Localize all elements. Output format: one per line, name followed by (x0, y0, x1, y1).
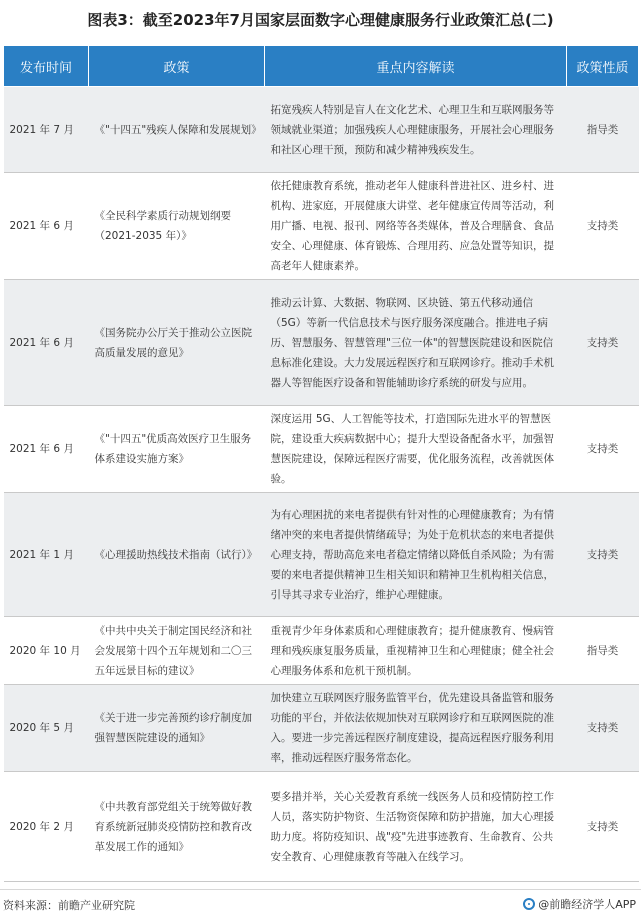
row-date: 2020 年 2 月 (4, 772, 89, 882)
qianzhan-logo-icon (523, 898, 535, 910)
header-date: 发布时间 (4, 46, 89, 87)
row-policy: 《国务院办公厅关于推动公立医院高质量发展的意见》 (89, 280, 265, 406)
table-row (4, 617, 639, 685)
row-points: 为有心理困扰的来电者提供有针对性的心理健康教育；为有情绪冲突的来电者提供情绪疏导；为处于危机状态的来电者提供心理支持，帮助高危来电者稳定情绪以降低自杀风险；为有需要的来电者提供精神卫生相关知识和精神卫生机构相关信息，引导其寻求专业治疗，维护心理健康。 (265, 493, 567, 617)
footer-divider (0, 889, 641, 890)
row-date: 2021 年 6 月 (4, 406, 89, 493)
row-policy: 《"十四五"残疾人保障和发展规划》 (89, 87, 265, 173)
header-policy: 政策 (89, 46, 265, 87)
header-points: 重点内容解读 (265, 46, 567, 87)
row-policy: 《中共中央关于制定国民经济和社会发展第十四个五年规划和二〇三五年远景目标的建议》 (89, 617, 265, 685)
row-date: 2020 年 5 月 (4, 685, 89, 772)
brand-credit (523, 896, 636, 912)
row-type: 指导类 (567, 617, 639, 685)
chart-title: 图表3：截至2023年7月国家层面数字心理健康服务行业政策汇总(二) (87, 10, 554, 29)
row-points: 要多措并举，关心关爱教育系统一线医务人员和疫情防控工作人员，落实防护物资、生活物资保障和防护措施，加大心理援助力度。将防疫知识、战"疫"先进事迹教育、生命教育、公共安全教育、心理健康教育等融入在线学习。 (265, 772, 567, 882)
row-points: 依托健康教育系统，推动老年人健康科普进社区、进乡村、进机构、进家庭，开展健康大讲堂、老年健康宣传周等活动，利用广播、电视、报刊、网络等各类媒体，普及合理膳食、食品安全、心理健康、体育锻炼、合理用药、应急处置等知识，提高老年人健康素养。 (265, 173, 567, 280)
table-row (4, 280, 639, 406)
table-row (4, 87, 639, 173)
source-note: 资料来源：前瞻产业研究院 (3, 899, 135, 912)
row-date: 2021 年 1 月 (4, 493, 89, 617)
row-points: 深度运用 5G、人工智能等技术，打造国际先进水平的智慧医院，建设重大疾病数据中心；提升大型设备配备水平，加强智慧医院建设，保障远程医疗需要，优化服务流程，改善就医体验。 (265, 406, 567, 493)
policy-table (3, 45, 639, 882)
row-type: 支持类 (567, 685, 639, 772)
row-policy: 《关于进一步完善预约诊疗制度加强智慧医院建设的通知》 (89, 685, 265, 772)
row-policy: 《"十四五"优质高效医疗卫生服务体系建设实施方案》 (89, 406, 265, 493)
table-row (4, 173, 639, 280)
row-type: 支持类 (567, 173, 639, 280)
brand-text: @前瞻经济学人APP (538, 898, 636, 911)
row-policy: 《心理援助热线技术指南（试行）》 (89, 493, 265, 617)
row-policy: 《全民科学素质行动规划纲要（2021-2035 年）》 (89, 173, 265, 280)
row-type: 支持类 (567, 280, 639, 406)
row-type: 指导类 (567, 87, 639, 173)
table-row (4, 493, 639, 617)
row-points: 重视青少年身体素质和心理健康教育；提升健康教育、慢病管理和残疾康复服务质量，重视精神卫生和心理健康；健全社会心理服务体系和危机干预机制。 (265, 617, 567, 685)
row-type: 支持类 (567, 406, 639, 493)
table-row (4, 772, 639, 882)
table-row (4, 685, 639, 772)
row-date: 2020 年 10 月 (4, 617, 89, 685)
row-type: 支持类 (567, 772, 639, 882)
row-date: 2021 年 6 月 (4, 173, 89, 280)
row-points: 加快建立互联网医疗服务监管平台，优先建设具备监管和服务功能的平台，并依法依规加快对互联网诊疗和互联网医院的准入。要进一步完善远程医疗制度建设，提高远程医疗服务利用率，推动远程医疗服务常态化。 (265, 685, 567, 772)
row-policy: 《中共教育部党组关于统筹做好教育系统新冠肺炎疫情防控和教育改革发展工作的通知》 (89, 772, 265, 882)
row-type: 支持类 (567, 493, 639, 617)
table-row (4, 406, 639, 493)
footer (0, 889, 641, 922)
row-date: 2021 年 7 月 (4, 87, 89, 173)
row-points: 拓宽残疾人特别是盲人在文化艺术、心理卫生和互联网服务等领域就业渠道；加强残疾人心理健康服务，开展社会心理服务和社区心理干预，预防和减少精神残疾发生。 (265, 87, 567, 173)
header-type: 政策性质 (567, 46, 639, 87)
row-points: 推动云计算、大数据、物联网、区块链、第五代移动通信（5G）等新一代信息技术与医疗服务深度融合。推进电子病历、智慧服务、智慧管理"三位一体"的智慧医院建设和医院信息标准化建设。大力发展远程医疗和互联网诊疗。推动手术机器人等智能医疗设备和智能辅助诊疗系统的研发与应用。 (265, 280, 567, 406)
row-date: 2021 年 6 月 (4, 280, 89, 406)
table-header-row (4, 46, 639, 87)
